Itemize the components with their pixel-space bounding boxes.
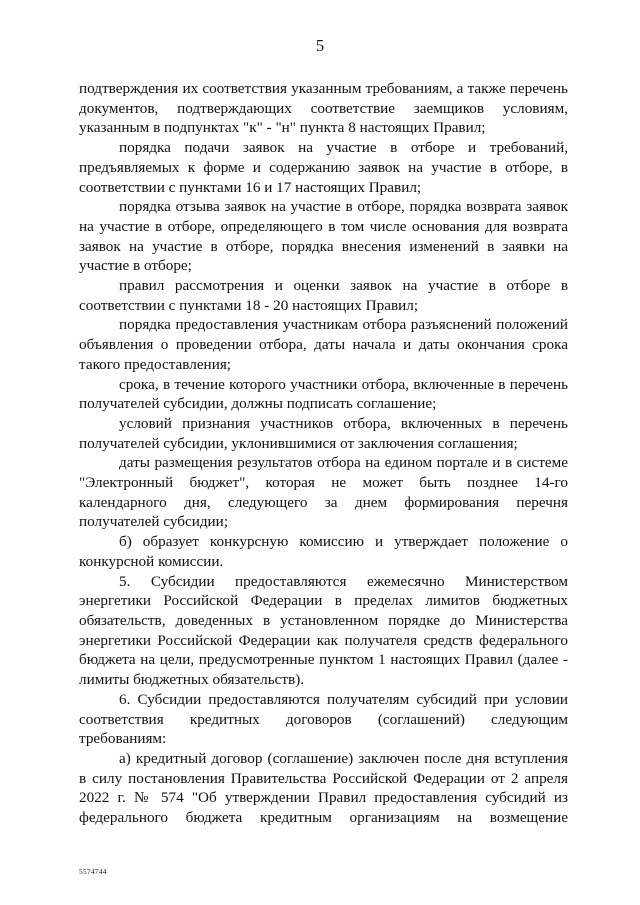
paragraph: порядка отзыва заявок на участие в отборе, порядка возврата заявок на участие в отборе, определяющего в том числе основания для возврата заявок на участие в отборе, порядка внесения изменений в заявки на участие в отборе; — [79, 198, 568, 275]
page-number: 5 — [315, 36, 325, 55]
paragraph: правил рассмотрения и оценки заявок на участие в отборе в соответствии с пунктами 18 - 20 настоящих Правил; — [79, 277, 568, 314]
paragraph: 5. Субсидии предоставляются ежемесячно Министерством энергетики Российской Федерации в пределах лимитов бюджетных обязательств, доведенных в установленном порядке до Министерства энергетики Российской Федерации как получателя средств федерального бюджета на цели, предусмотренные пунктом 1 настоящих Правил (далее - лимиты бюджетных обязательств). — [79, 572, 568, 689]
paragraph: порядка подачи заявок на участие в отборе и требований, предъявляемых к форме и содержанию заявок на участие в отборе, в соответствии с пунктами 16 и 17 настоящих Правил; — [79, 139, 568, 196]
paragraph: б) образует конкурсную комиссию и утверждает положение о конкурсной комиссии. — [79, 533, 568, 570]
paragraph: порядка предоставления участникам отбора разъяснений положений объявления о проведении отбора, даты начала и даты окончания срока такого предоставления; — [79, 316, 568, 373]
paragraph: 6. Субсидии предоставляются получателям субсидий при условии соответствия кредитных договоров (соглашений) следующим требованиям: — [79, 690, 568, 748]
paragraph: срока, в течение которого участники отбора, включенные в перечень получателей субсидии, должны подписать соглашение; — [79, 375, 568, 413]
paragraph: подтверждения их соответствия указанным требованиям, а также перечень документов, подтверждающих соответствие заемщиков условиям, указанным в подпунктах "к" - "н" пункта 8 настоящих Правил; — [79, 80, 568, 137]
paragraph: условий признания участников отбора, включенных в перечень получателей субсидии, уклонившимися от заключения соглашения; — [79, 414, 568, 452]
document-body — [79, 79, 568, 828]
paragraph: даты размещения результатов отбора на едином портале и в системе "Электронный бюджет", которая не может быть позднее 14-го календарного дня, следующего за днем формирования перечня получателей субсидии; — [79, 454, 568, 531]
paragraph: а) кредитный договор (соглашение) заключен после дня вступления в силу постановления Правительства Российской Федерации от 2 апреля 2022 г. № 574 "Об утверждении Правил предоставления субсидий из федерального бюджета кредитным организациям на возмещение — [79, 749, 568, 827]
document-id: 5574744 — [79, 867, 107, 876]
